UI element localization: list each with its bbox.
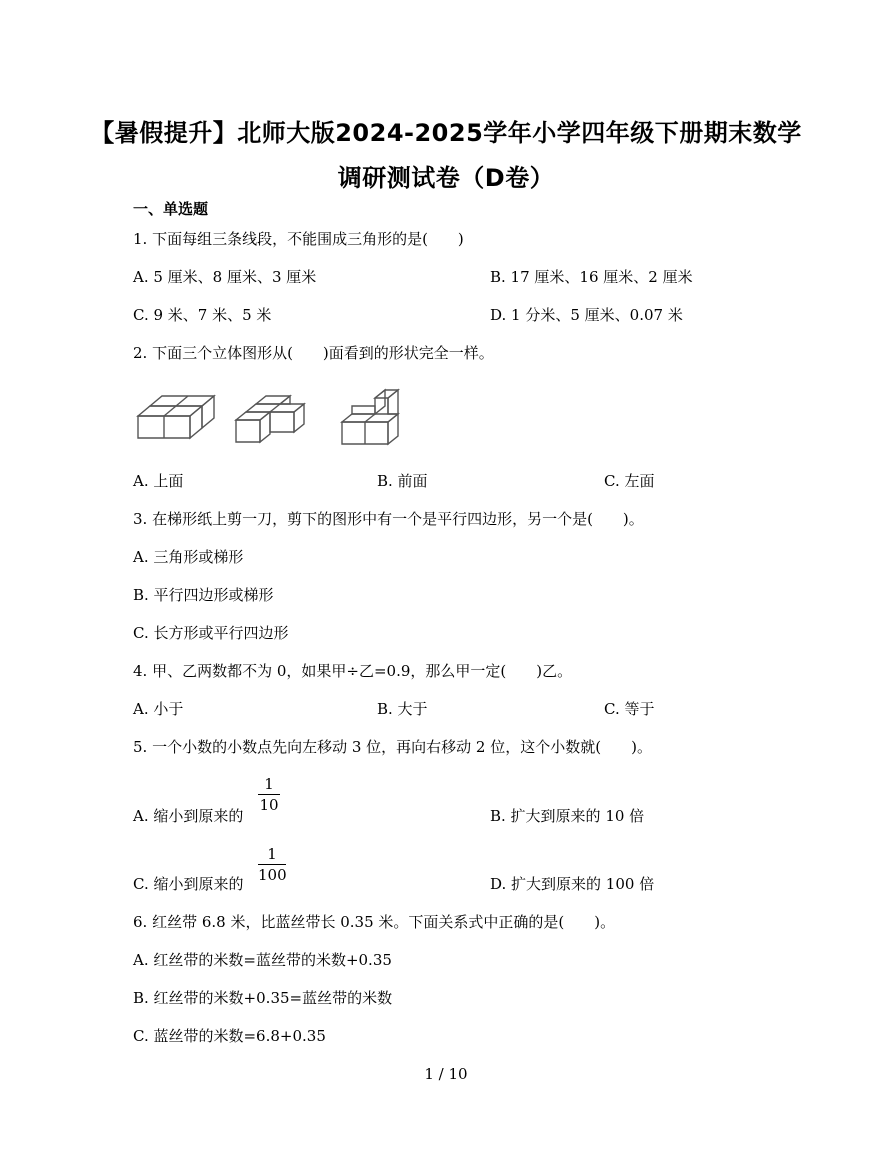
- question-3-option-b: B. 平行四边形或梯形: [133, 586, 274, 604]
- question-1-option-a: A. 5 厘米、8 厘米、3 厘米: [133, 268, 317, 286]
- page-number: 1 / 10: [424, 1065, 468, 1083]
- question-1-stem: 1. 下面每组三条线段，不能围成三角形的是( ): [133, 230, 464, 248]
- section-heading: 一、单选题: [133, 200, 209, 218]
- document-title-line-2: 调研测试卷（D卷）: [337, 164, 555, 192]
- question-4-stem: 4. 甲、乙两数都不为 0，如果甲÷乙=0.9，那么甲一定( )乙。: [133, 662, 573, 680]
- question-5-option-a-fraction: [258, 775, 280, 814]
- question-4-option-a: A. 小于: [133, 700, 184, 718]
- cube-figure-3: [342, 390, 398, 444]
- fraction-denominator: 10: [259, 796, 279, 814]
- cube-figure-1: [138, 396, 214, 438]
- question-5-option-c-text: C. 缩小到原来的: [133, 875, 244, 893]
- question-1-option-b: B. 17 厘米、16 厘米、2 厘米: [490, 268, 693, 286]
- fraction-numerator: 1: [264, 775, 274, 793]
- question-4-option-c: C. 等于: [604, 700, 655, 718]
- question-3-option-a: A. 三角形或梯形: [133, 548, 244, 566]
- fraction-bar: [258, 864, 286, 865]
- question-2-option-a: A. 上面: [133, 472, 184, 490]
- question-5-option-d: D. 扩大到原来的 100 倍: [490, 875, 655, 893]
- question-3-option-c: C. 长方形或平行四边形: [133, 624, 289, 642]
- question-6-stem: 6. 红丝带 6.8 米，比蓝丝带长 0.35 米。下面关系式中正确的是( )。: [133, 913, 616, 931]
- cube-figure-2: [236, 396, 304, 442]
- question-4-option-b: B. 大于: [377, 700, 428, 718]
- document-title-line-1: 【暑假提升】北师大版2024-2025学年小学四年级下册期末数学: [90, 119, 802, 147]
- question-5-option-b: B. 扩大到原来的 10 倍: [490, 807, 645, 825]
- question-2-option-c: C. 左面: [604, 472, 655, 490]
- question-5-option-a-text: A. 缩小到原来的: [133, 807, 244, 825]
- question-5-stem: 5. 一个小数的小数点先向左移动 3 位，再向右移动 2 位，这个小数就( )。: [133, 738, 652, 756]
- question-1-option-d: D. 1 分米、5 厘米、0.07 米: [490, 306, 683, 324]
- question-3-stem: 3. 在梯形纸上剪一刀，剪下的图形中有一个是平行四边形，另一个是( )。: [133, 510, 644, 528]
- question-6-option-a: A. 红丝带的米数=蓝丝带的米数+0.35: [133, 951, 392, 969]
- question-2-stem: 2. 下面三个立体图形从( )面看到的形状完全一样。: [133, 344, 494, 362]
- question-2-option-b: B. 前面: [377, 472, 428, 490]
- fraction-numerator: 1: [267, 845, 277, 863]
- question-6-option-b: B. 红丝带的米数+0.35=蓝丝带的米数: [133, 989, 393, 1007]
- fraction-denominator: 100: [258, 866, 287, 884]
- question-1-option-c: C. 9 米、7 米、5 米: [133, 306, 272, 324]
- question-5-option-c-fraction: [258, 845, 286, 884]
- cube-figures: [130, 386, 420, 448]
- fraction-bar: [258, 794, 280, 795]
- question-6-option-c: C. 蓝丝带的米数=6.8+0.35: [133, 1027, 326, 1045]
